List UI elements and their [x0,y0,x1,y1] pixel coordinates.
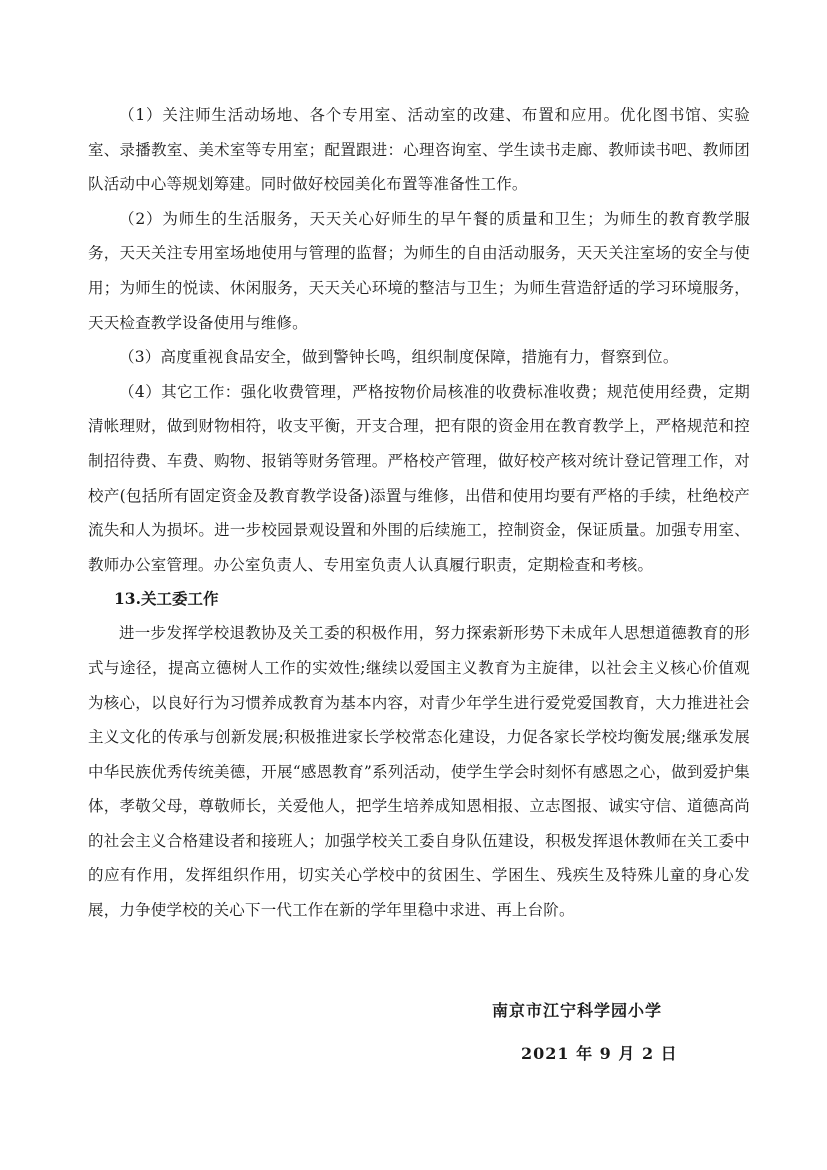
signature-date: 2021 年 9 月 2 日 [521,1044,678,1063]
section-13-heading: 13.关工委工作 [114,589,219,609]
paragraph-4: （4）其它工作：强化收费管理，严格按物价局核准的收费标准收费；规范使用经费，定期清帐理财，做到财物相符，收支平衡，开支合理，把有限的资金用在教育教学上，严格规范和控制招待费、车费、购物、报销等财务管理。严格校产管理，做好校产核对统计登记管理工作，对校产(包括所有固定资金及教育教学设备)添置与维修，出借和使用均要有严格的手续，杜绝校产流失和人为损坏。进一步校园景观设置和外围的后续施工，控制资金，保证质量。加强专用室、教师办公室管理。办公室负责人、专用室负责人认真履行职责，定期检查和考核。 [88,382,750,574]
section-13-body: 进一步发挥学校退教协及关工委的积极作用，努力探索新形势下未成年人思想道德教育的形式与途径，提高立德树人工作的实效性;继续以爱国主义教育为主旋律，以社会主义核心价值观为核心，以良好行为习惯养成教育为基本内容，对青少年学生进行爱党爱国教育，大力推进社会主义文化的传承与创新发展;积极推进家长学校常态化建设，力促各家长学校均衡发展;继承发展中华民族优秀传统美德，开展“感恩教育”系列活动，使学生学会时刻怀有感恩之心，做到爱护集体，孝敬父母，尊敬师长，关爱他人，把学生培养成知恩相报、立志图报、诚实守信、道德高尚的社会主义合格建设者和接班人；加强学校关工委自身队伍建设，积极发挥退休教师在关工委中的应有作用，发挥组织作用，切实关心学校中的贫困生、学困生、残疾生及特殊儿童的身心发展，力争使学校的关心下一代工作在新的学年里稳中求进、再上台阶。 [88,624,750,920]
paragraph-1: （1）关注师生活动场地、各个专用室、活动室的改建、布置和应用。优化图书馆、实验室、录播教室、美术室等专用室；配置跟进：心理咨询室、学生读书走廊、教师读书吧、教师团队活动中心等规划筹建。同时做好校园美化布置等准备性工作。 [88,106,750,194]
document-body [88,98,750,928]
paragraph-3: （3）高度重视食品安全，做到警钟长鸣，组织制度保障，措施有力，督察到位。 [119,348,679,367]
signature-school: 南京市江宁科学园小学 [492,1001,663,1020]
paragraph-2: （2）为师生的生活服务，天天关心好师生的早午餐的质量和卫生；为师生的教育教学服务，天天关注专用室场地使用与管理的监督；为师生的自由活动服务，天天关注室场的安全与使用；为师生的悦读、休闲服务，天天关心环境的整洁与卫生；为师生营造舒适的学习环境服务，天天检查教学设备使用与维修。 [88,209,750,332]
